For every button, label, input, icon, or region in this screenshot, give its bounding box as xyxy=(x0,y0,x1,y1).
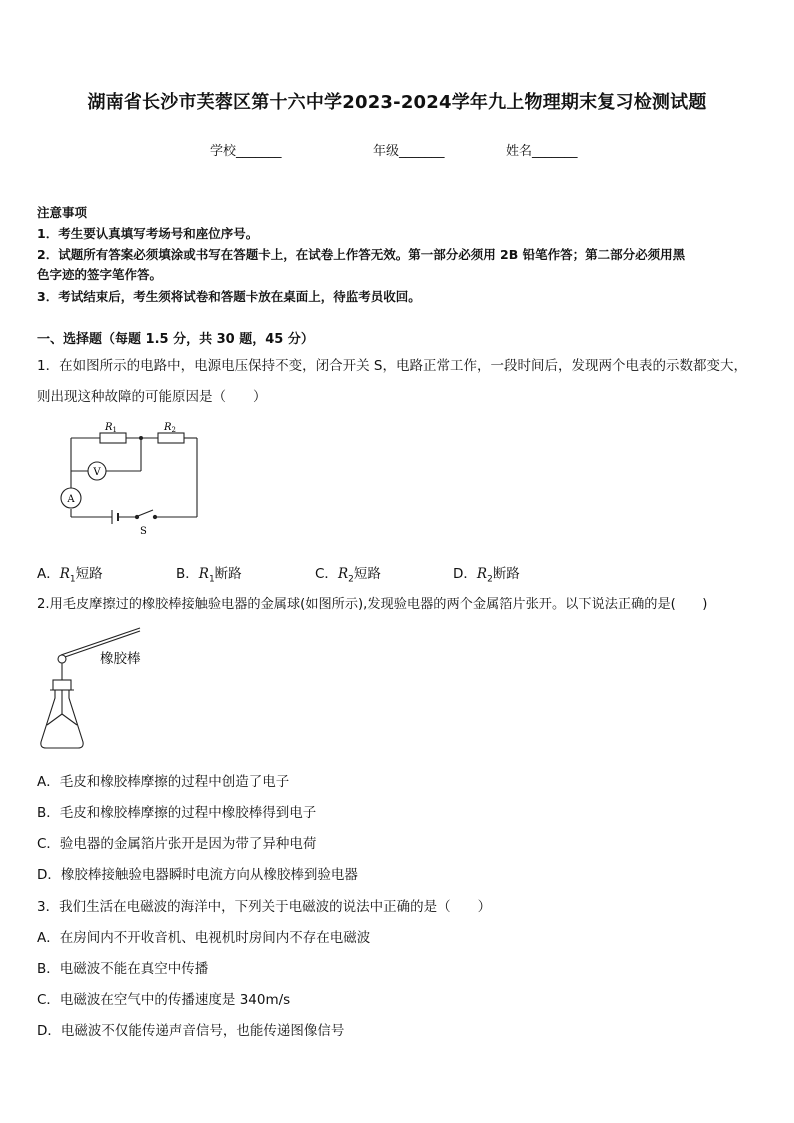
note-item: 2．试题所有答案必须填涂或书写在答题卡上，在试卷上作答无效。第一部分必须用 2B 铅笔作答；第二部分必须用黑 xyxy=(37,247,686,262)
question-1-line2: 则出现这种故障的可能原因是（ ） xyxy=(37,389,267,405)
question-1-line1: 1．在如图所示的电路中，电源电压保持不变，闭合开关 S，电路正常工作，一段时间后，发现两个电表的示数都变大， xyxy=(37,358,747,374)
school-field: 学校_______ xyxy=(210,144,282,159)
grade-field: 年级_______ xyxy=(373,144,445,159)
q3-option-d: D．电磁波不仅能传递声音信号，也能传递图像信号 xyxy=(37,1023,345,1039)
q3-option-b: B．电磁波不能在真空中传播 xyxy=(37,961,209,977)
note-item: 3．考试结束后，考生须将试卷和答题卡放在桌面上，待监考员收回。 xyxy=(37,289,421,304)
q2-option-b: B．毛皮和橡胶棒摩擦的过程中橡胶棒得到电子 xyxy=(37,805,317,821)
page-title: 湖南省长沙市芙蓉区第十六中学2023-2024学年九上物理期末复习检测试题 xyxy=(87,92,707,113)
name-field: 姓名_______ xyxy=(506,144,578,159)
switch-label: S xyxy=(140,526,147,537)
q3-option-a: A．在房间内不开收音机、电视机时房间内不存在电磁波 xyxy=(37,930,371,946)
q1-option-b: B．$R_1$断路 xyxy=(176,566,242,585)
q2-option-a: A．毛皮和橡胶棒摩擦的过程中创造了电子 xyxy=(37,774,290,790)
note-item: 色字迹的签字笔作答。 xyxy=(37,267,163,282)
question-3: 3．我们生活在电磁波的海洋中，下列关于电磁波的说法中正确的是（ ） xyxy=(37,899,492,915)
q1-option-c: C．$R_2$短路 xyxy=(315,566,381,585)
rubber-rod-label: 橡胶棒 xyxy=(100,651,141,667)
r2-label: $R_2$ xyxy=(164,422,176,434)
q3-option-c: C．电磁波在空气中的传播速度是 340m/s xyxy=(37,992,291,1008)
question-2: 2.用毛皮摩擦过的橡胶棒接触验电器的金属球(如图所示),发现验电器的两个金属箔片张开。以下说法正确的是( ) xyxy=(37,597,708,612)
r1-label: $R_1$ xyxy=(105,422,117,434)
q1-option-a: A．$R_1$短路 xyxy=(37,566,103,585)
section-heading: 一、选择题（每题 1.5 分，共 30 题，45 分） xyxy=(37,332,314,347)
electroscope-diagram xyxy=(36,622,156,754)
voltmeter-label: V xyxy=(93,467,101,478)
q2-option-d: D．橡胶棒接触验电器瞬时电流方向从橡胶棒到验电器 xyxy=(37,867,358,883)
q1-option-d: D．$R_2$断路 xyxy=(453,566,520,585)
circuit-diagram xyxy=(50,418,210,540)
q2-option-c: C．验电器的金属箔片张开是因为带了异种电荷 xyxy=(37,836,317,852)
ammeter-label: A xyxy=(67,494,75,505)
note-item: 1．考生要认真填写考场号和座位序号。 xyxy=(37,226,259,241)
notes-heading: 注意事项 xyxy=(37,205,88,220)
junction-dot xyxy=(139,436,143,440)
